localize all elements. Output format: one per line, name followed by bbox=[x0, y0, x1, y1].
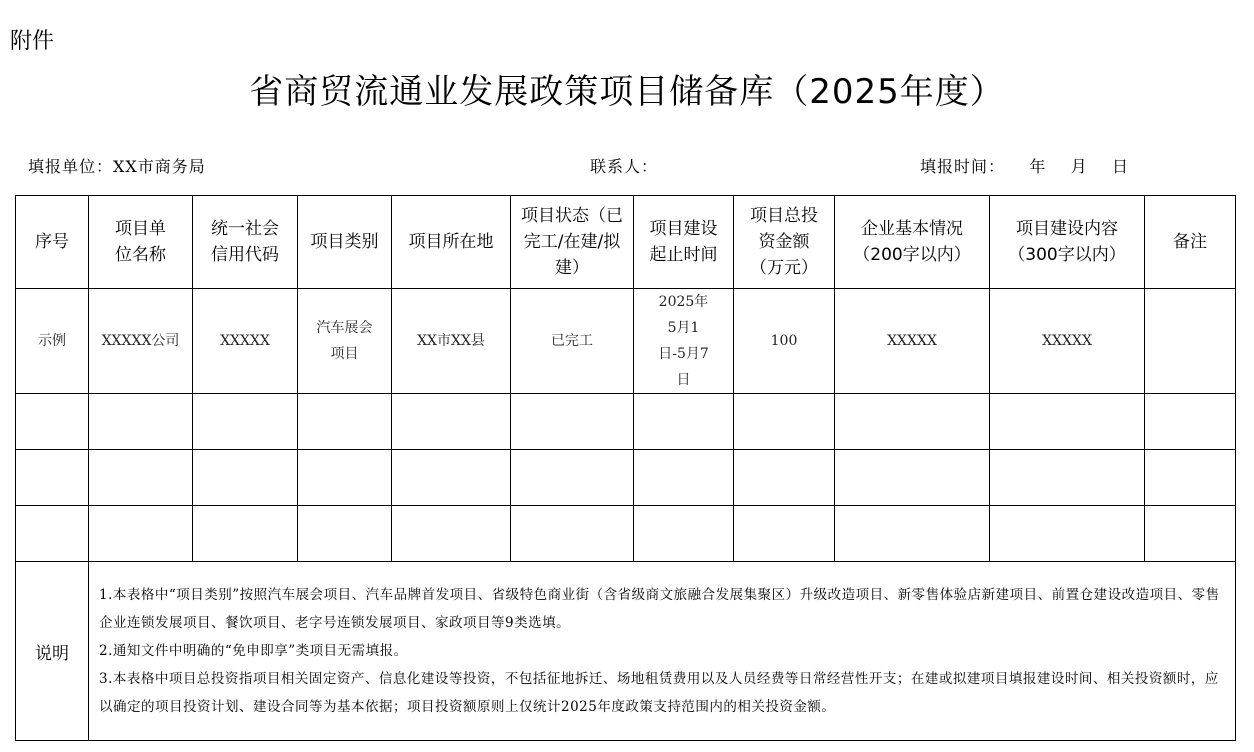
cell-company-profile: XXXXX bbox=[835, 289, 990, 394]
note-item-1: 1.本表格中“项目类别”按照汽车展会项目、汽车品牌首发项目、省级特色商业街（含省级商文旅融合发展集聚区）升级改造项目、新零售体验店新建项目、前置仓建设改造项目、零售企业连锁发展项目、餐饮项目、老字号连锁发展项目、家政项目等9类选填。 bbox=[99, 587, 1220, 631]
empty-cell[interactable] bbox=[990, 394, 1145, 450]
empty-cell[interactable] bbox=[734, 394, 835, 450]
empty-cell[interactable] bbox=[511, 506, 634, 562]
table-row bbox=[16, 289, 1236, 394]
cell-index: 示例 bbox=[16, 289, 89, 394]
empty-cell[interactable] bbox=[1145, 450, 1236, 506]
empty-cell[interactable] bbox=[634, 506, 734, 562]
empty-cell[interactable] bbox=[89, 506, 193, 562]
empty-cell[interactable] bbox=[193, 394, 298, 450]
header-project-category: 项目类别 bbox=[298, 196, 392, 289]
page-title: 省商贸流通业发展政策项目储备库（2025年度） bbox=[249, 72, 1005, 112]
header-project-location: 项目所在地 bbox=[392, 196, 511, 289]
empty-cell[interactable] bbox=[16, 506, 89, 562]
cell-company-name: XXXXX公司 bbox=[89, 289, 193, 394]
empty-cell[interactable] bbox=[634, 394, 734, 450]
table-row-empty bbox=[16, 394, 1236, 450]
reporting-unit: 填报单位：XX市商务局 bbox=[28, 157, 206, 176]
empty-cell[interactable] bbox=[835, 450, 990, 506]
empty-cell[interactable] bbox=[634, 450, 734, 506]
empty-cell[interactable] bbox=[193, 506, 298, 562]
cell-credit-code: XXXXX bbox=[193, 289, 298, 394]
empty-cell[interactable] bbox=[990, 450, 1145, 506]
header-remarks: 备注 bbox=[1145, 196, 1236, 289]
empty-cell[interactable] bbox=[734, 450, 835, 506]
cell-construction-content: XXXXX bbox=[990, 289, 1145, 394]
empty-cell[interactable] bbox=[734, 506, 835, 562]
contact-person: 联系人： bbox=[590, 157, 659, 176]
note-item-2: 2.通知文件中明确的“免申即享”类项目无需填报。 bbox=[99, 643, 408, 659]
empty-cell[interactable] bbox=[835, 506, 990, 562]
table-row-empty bbox=[16, 506, 1236, 562]
empty-cell[interactable] bbox=[392, 394, 511, 450]
empty-cell[interactable] bbox=[16, 450, 89, 506]
empty-cell[interactable] bbox=[392, 450, 511, 506]
empty-cell[interactable] bbox=[193, 450, 298, 506]
empty-cell[interactable] bbox=[298, 394, 392, 450]
header-company-name: 项目单位名称 bbox=[89, 196, 193, 289]
cell-construction-period: 2025年5月1日-5月7日 bbox=[634, 289, 734, 394]
empty-cell[interactable] bbox=[392, 506, 511, 562]
header-construction-content: 项目建设内容（300字以内） bbox=[990, 196, 1145, 289]
table-row-empty bbox=[16, 450, 1236, 506]
empty-cell[interactable] bbox=[511, 394, 634, 450]
project-table bbox=[15, 195, 1236, 741]
cell-remarks bbox=[1145, 289, 1236, 394]
header-index: 序号 bbox=[16, 196, 89, 289]
table-header-row bbox=[16, 196, 1236, 289]
header-company-profile: 企业基本情况（200字以内） bbox=[835, 196, 990, 289]
empty-cell[interactable] bbox=[1145, 394, 1236, 450]
header-total-investment: 项目总投资金额（万元） bbox=[734, 196, 835, 289]
empty-cell[interactable] bbox=[511, 450, 634, 506]
notes-row bbox=[16, 562, 1236, 741]
empty-cell[interactable] bbox=[89, 450, 193, 506]
notes-body bbox=[89, 562, 1236, 741]
empty-cell[interactable] bbox=[835, 394, 990, 450]
note-item-3: 3.本表格中项目总投资指项目相关固定资产、信息化建设等投资，不包括征地拆迁、场地租赁费用以及人员经费等日常经营性开支；在建或拟建项目填报建设时间、相关投资额时，应以确定的项目投资计划、建设合同等为基本依据；项目投资额原则上仅统计2025年度政策支持范围内的相关投资金额。 bbox=[99, 671, 1219, 715]
empty-cell[interactable] bbox=[16, 394, 89, 450]
empty-cell[interactable] bbox=[1145, 506, 1236, 562]
empty-cell[interactable] bbox=[298, 450, 392, 506]
notes-label: 说明 bbox=[16, 562, 89, 741]
header-project-status: 项目状态（已完工/在建/拟建） bbox=[511, 196, 634, 289]
cell-project-location: XX市XX县 bbox=[392, 289, 511, 394]
attachment-label: 附件 bbox=[10, 29, 55, 54]
reporting-date: 填报时间： 年 月 日 bbox=[920, 157, 1130, 176]
header-construction-period: 项目建设起止时间 bbox=[634, 196, 734, 289]
cell-project-status: 已完工 bbox=[511, 289, 634, 394]
empty-cell[interactable] bbox=[990, 506, 1145, 562]
header-credit-code: 统一社会信用代码 bbox=[193, 196, 298, 289]
empty-cell[interactable] bbox=[298, 506, 392, 562]
cell-total-investment: 100 bbox=[734, 289, 835, 394]
cell-project-category: 汽车展会项目 bbox=[298, 289, 392, 394]
empty-cell[interactable] bbox=[89, 394, 193, 450]
